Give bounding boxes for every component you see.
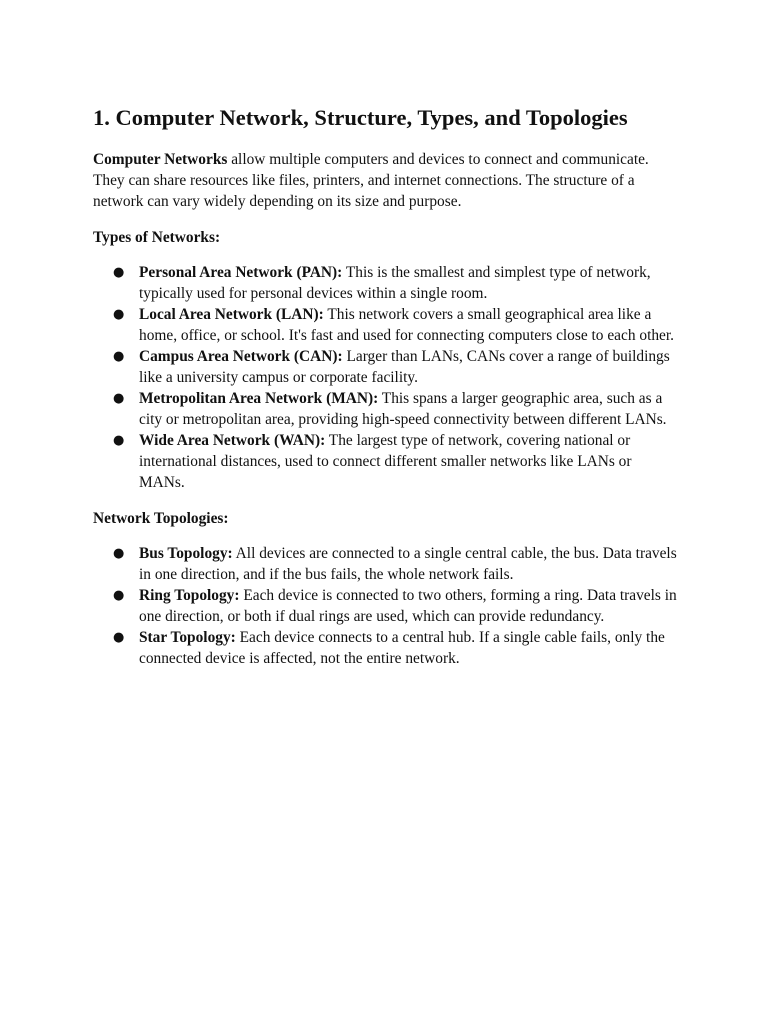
list-item-text: This network covers a small geographical area like a home, office, or school. It's fast and used for connecting computers close to each other. xyxy=(139,306,675,344)
list-item-text: This spans a larger geographic area, such as a city or metropolitan area, providing high-speed connectivity between different LANs. xyxy=(139,390,667,428)
list-item-term: Ring Topology: xyxy=(139,587,240,604)
document-title: 1. Computer Network, Structure, Types, and Topologies xyxy=(93,105,628,130)
list-item-text: Each device is connected to two others, forming a ring. Data travels in one direction, or both if dual rings are used, which can provide redundancy. xyxy=(139,587,677,625)
intro-term: Computer Networks xyxy=(93,151,228,168)
list-item-term: Bus Topology: xyxy=(139,545,233,562)
bullet-icon: ● xyxy=(113,433,125,448)
list-item-term: Personal Area Network (PAN): xyxy=(139,264,343,281)
list-item xyxy=(93,346,679,388)
network-types-list xyxy=(93,262,768,493)
list-item-term: Local Area Network (LAN): xyxy=(139,306,324,323)
bullet-icon: ● xyxy=(113,265,125,280)
list-item-text: The largest type of network, covering national or international distances, used to connect different smaller networks like LANs or MANs. xyxy=(139,432,632,491)
list-item-term: Star Topology: xyxy=(139,629,236,646)
list-item xyxy=(93,304,679,346)
bullet-icon: ● xyxy=(113,630,125,645)
intro-text: allow multiple computers and devices to connect and communicate. They can share resources like files, printers, and internet connections. The structure of a network can vary widely depending on its size and purpose. xyxy=(93,151,649,210)
types-heading: Types of Networks: xyxy=(93,229,221,246)
list-item-text: Each device connects to a central hub. If a single cable fails, only the connected device is affected, not the entire network. xyxy=(139,629,665,667)
intro-paragraph xyxy=(93,149,673,212)
bullet-icon: ● xyxy=(113,349,125,364)
bullet-icon: ● xyxy=(113,307,125,322)
list-item xyxy=(93,543,679,585)
bullet-icon: ● xyxy=(113,391,125,406)
list-item-term: Metropolitan Area Network (MAN): xyxy=(139,390,379,407)
list-item xyxy=(93,627,679,669)
network-topologies-list xyxy=(93,543,768,669)
list-item-text: All devices are connected to a single central cable, the bus. Data travels in one direction, and if the bus fails, the whole network fails. xyxy=(139,545,677,583)
bullet-icon: ● xyxy=(113,588,125,603)
list-item xyxy=(93,388,679,430)
topologies-heading: Network Topologies: xyxy=(93,510,229,527)
list-item-term: Campus Area Network (CAN): xyxy=(139,348,343,365)
bullet-icon: ● xyxy=(113,546,125,561)
list-item-text: This is the smallest and simplest type of network, typically used for personal devices within a single room. xyxy=(139,264,651,302)
list-item xyxy=(93,585,679,627)
list-item xyxy=(93,262,679,304)
list-item-term: Wide Area Network (WAN): xyxy=(139,432,326,449)
list-item xyxy=(93,430,679,493)
list-item-text: Larger than LANs, CANs cover a range of buildings like a university campus or corporate facility. xyxy=(139,348,670,386)
